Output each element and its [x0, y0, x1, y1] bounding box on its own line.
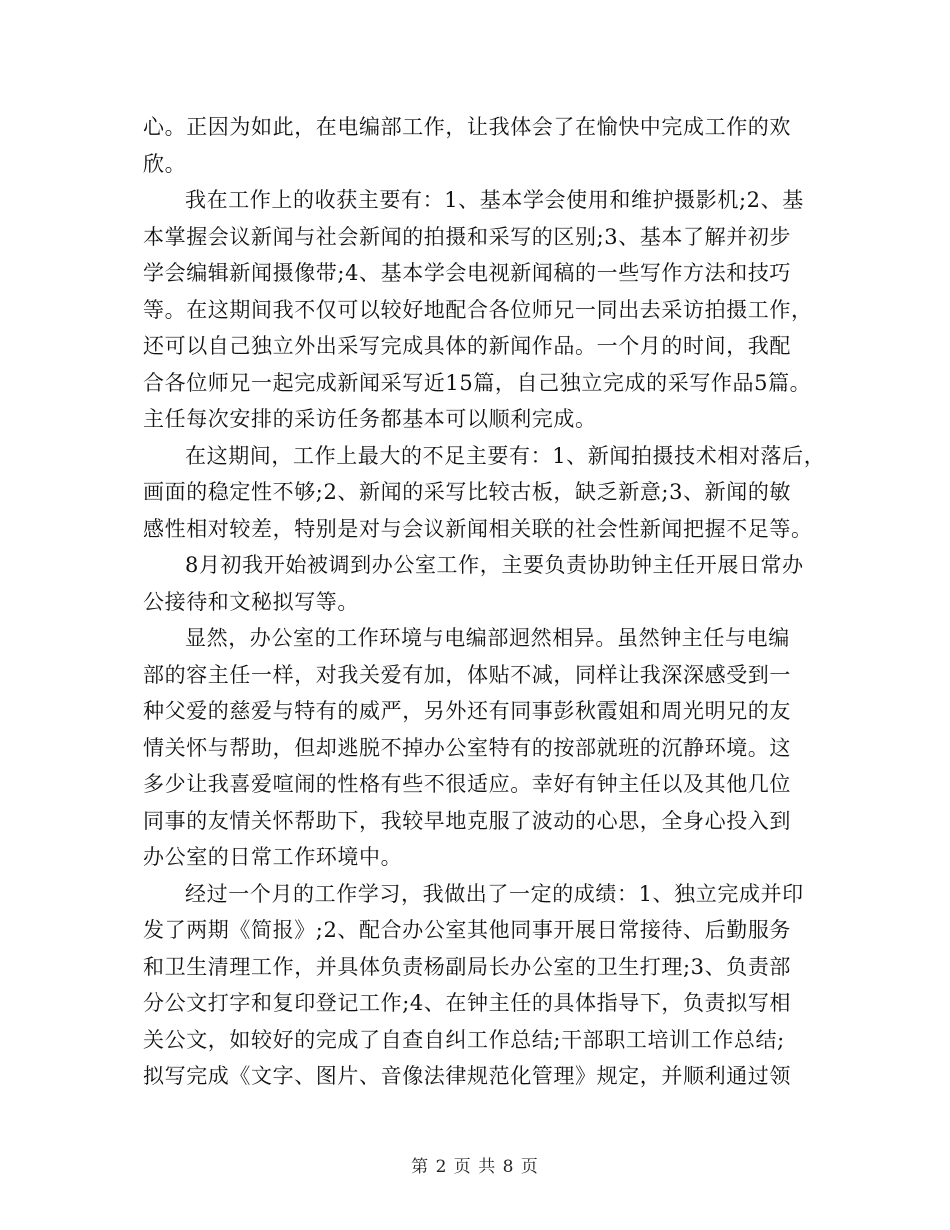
text-line: 8月初我开始被调到办公室工作，主要负责协助钟主任开展日常办 [185, 553, 804, 577]
text-line: 同事的友情关怀帮助下，我较早地克服了波动的心思，全身心投入到 [143, 808, 791, 833]
text-line: 关公文，如较好的完成了自查自纠工作总结;干部职工培训工作总结; [143, 1027, 785, 1052]
text-line: 显然，办公室的工作环境与电编部迥然相异。虽然钟主任与电编 [185, 626, 790, 650]
text-line: 画面的稳定性不够;2、新闻的采写比较古板，缺乏新意;3、新闻的敏 [143, 480, 792, 504]
text-line: 主任每次安排的采访任务都基本可以顺利完成。 [143, 407, 597, 431]
text-line: 学会编辑新闻摄像带;4、基本学会电视新闻稿的一些写作方法和技巧 [143, 261, 792, 285]
text-line: 欣。 [143, 151, 187, 176]
text-line: 还可以自己独立外出采写完成具体的新闻作品。一个月的时间，我配 [143, 334, 791, 358]
text-line: 在这期间，工作上最大的不足主要有：1、新闻拍摄技术相对落后， [185, 443, 826, 468]
text-line: 心。正因为如此，在电编部工作，让我体会了在愉快中完成工作的欢 [143, 115, 791, 139]
text-line: 我在工作上的收获主要有：1、基本学会使用和维护摄影机;2、基 [185, 188, 804, 212]
text-line: 和卫生清理工作，并具体负责杨副局长办公室的卫生打理;3、负责部 [143, 954, 792, 979]
text-line: 经过一个月的工作学习，我做出了一定的成绩：1、独立完成并印 [185, 881, 804, 906]
text-line: 部的容主任一样，对我关爱有加，体贴不减，同样让我深深感受到一 [143, 662, 791, 687]
text-line: 公接待和文秘拟写等。 [143, 589, 359, 614]
text-line: 感性相对较差，特别是对与会议新闻相关联的社会性新闻把握不足等。 [143, 516, 813, 541]
text-line: 拟写完成《文字、图片、音像法律规范化管理》规定，并顺利通过领 [143, 1064, 791, 1088]
text-line: 等。在这期间我不仅可以较好地配合各位师兄一同出去采访拍摄工作， [143, 297, 813, 322]
text-line: 分公文打字和复印登记工作;4、在钟主任的具体指导下，负责拟写相 [143, 991, 792, 1015]
text-line: 种父爱的慈爱与特有的威严，另外还有同事彭秋霞姐和周光明兄的友 [143, 699, 791, 723]
text-line: 合各位师兄一起完成新闻采写近15篇，自己独立完成的采写作品5篇。 [143, 370, 812, 395]
page-footer: 第 2 页 共 8 页 [411, 1157, 539, 1177]
text-line: 办公室的日常工作环境中。 [143, 845, 403, 869]
text-line: 多少让我喜爱喧闹的性格有些不很适应。幸好有钟主任以及其他几位 [143, 772, 791, 796]
text-line: 发了两期《简报》;2、配合办公室其他同事开展日常接待、后勤服务 [143, 918, 792, 942]
text-line: 情关怀与帮助，但却逃脱不掉办公室特有的按部就班的沉静环境。这 [143, 735, 791, 760]
text-line: 本掌握会议新闻与社会新闻的拍摄和采写的区别;3、基本了解并初步 [143, 224, 792, 249]
